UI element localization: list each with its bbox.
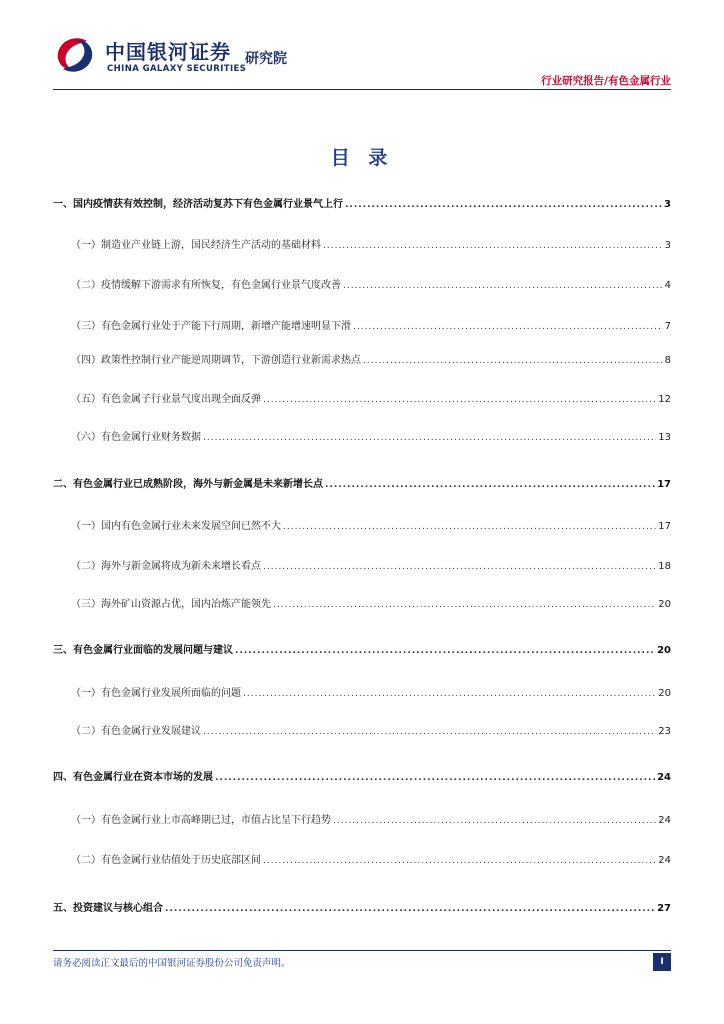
toc-entry-label: （二）有色金属行业估值处于历史底部区间 [71,855,261,866]
toc-dot-leader [363,352,663,370]
toc-dot-leader [353,318,663,336]
toc-entry-label: 三、有色金属行业面临的发展问题与建议 [53,645,233,656]
footer-disclaimer: 请务必阅读正文最后的中国银河证券股份公司免责声明。 [53,958,291,969]
toc-dot-leader [333,812,656,830]
toc-entry-label: 五、投资建议与核心组合 [53,903,163,914]
toc-title: 目 录 [330,147,394,169]
toc-entry-page: 13 [658,432,671,443]
toc-dot-leader [215,769,655,787]
toc-dot-leader [323,237,663,255]
toc-entry-page: 24 [657,772,671,783]
toc-subsection-entry[interactable] [53,518,671,536]
toc-entry-page: 18 [658,561,671,572]
toc-subsection-entry[interactable] [53,277,671,295]
toc-section-entry[interactable] [53,769,671,787]
toc-subsection-entry[interactable] [53,558,671,576]
toc-entry-label: （二）疫情缓解下游需求有所恢复，有色金属行业景气度改善 [71,280,341,291]
toc-dot-leader [263,558,656,576]
toc-section-entry[interactable] [53,196,671,214]
toc-subsection-entry[interactable] [53,391,671,409]
toc-dot-leader [345,196,662,214]
toc-entry-page: 8 [664,355,671,366]
toc-dot-leader [203,723,656,741]
toc-subsection-entry[interactable] [53,596,671,614]
toc-dot-leader [273,596,656,614]
toc-entry-label: （五）有色金属子行业景气度出现全面反弹 [71,394,261,405]
toc-dot-leader [203,429,656,447]
toc-dot-leader [263,852,656,870]
toc-dot-leader [325,476,655,494]
toc-entry-page: 12 [658,394,671,405]
toc-dot-leader [263,391,656,409]
toc-section-entry[interactable] [53,642,671,660]
toc-entry-label: （一）制造业产业链上游，国民经济生产活动的基础材料 [71,240,321,251]
toc-section-entry[interactable] [53,900,671,918]
toc-entry-page: 17 [658,521,671,532]
toc-entry-label: （三）有色金属行业处于产能下行周期，新增产能增速明显下滑 [71,321,351,332]
toc-entry-page: 27 [657,903,671,914]
toc-subsection-entry[interactable] [53,318,671,336]
toc-entry-page: 20 [658,599,671,610]
toc-dot-leader [165,900,655,918]
toc-entry-page: 20 [657,645,671,656]
toc-entry-page: 24 [658,855,671,866]
toc-subsection-entry[interactable] [53,429,671,447]
toc-entry-page: 24 [658,815,671,826]
toc-entry-page: 7 [664,321,671,332]
toc-entry-label: （一）有色金属行业上市高峰期已过，市值占比呈下行趋势 [71,815,331,826]
toc-entry-page: 3 [664,199,671,210]
toc-entry-label: （四）政策性控制行业产能逆周期调节，下游创造行业新需求热点 [71,355,361,366]
institute-label: 研究院 [245,51,287,67]
toc-subsection-entry[interactable] [53,237,671,255]
company-name-cn: 中国银河证券 [105,40,231,64]
toc-entry-label: （一）有色金属行业发展所面临的问题 [71,688,241,699]
company-name-en: CHINA GALAXY SECURITIES [107,64,247,74]
toc-dot-leader [283,518,656,536]
toc-entry-label: 一、国内疫情获有效控制，经济活动复苏下有色金属行业景气上行 [53,199,343,210]
report-category: 行业研究报告/有色金属行业 [541,75,671,87]
toc-entry-label: 二、有色金属行业已成熟阶段，海外与新金属是未来新增长点 [53,479,323,490]
toc-entry-label: 四、有色金属行业在资本市场的发展 [53,772,213,783]
toc-entry-label: （六）有色金属行业财务数据 [71,432,201,443]
toc-entry-page: 3 [664,240,671,251]
toc-entry-page: 17 [657,479,671,490]
page-number: I [653,953,671,971]
toc-entry-label: （二）海外与新金属将成为新未来增长看点 [71,561,261,572]
toc-entry-page: 23 [658,726,671,737]
toc-section-entry[interactable] [53,476,671,494]
toc-subsection-entry[interactable] [53,685,671,703]
galaxy-logo-icon [53,33,97,77]
toc-entry-page: 20 [658,688,671,699]
toc-subsection-entry[interactable] [53,352,671,370]
toc-entry-label: （二）有色金属行业发展建议 [71,726,201,737]
toc-subsection-entry[interactable] [53,852,671,870]
toc-entry-label: （一）国内有色金属行业未来发展空间已然不大 [71,521,281,532]
toc-dot-leader [243,685,656,703]
toc-dot-leader [343,277,663,295]
page-header [0,0,724,95]
header-divider [53,89,671,90]
toc-entry-page: 4 [664,280,671,291]
toc-entry-label: （三）海外矿山资源占优，国内冶炼产能领先 [71,599,271,610]
footer-divider [53,950,671,951]
toc-subsection-entry[interactable] [53,812,671,830]
toc-dot-leader [235,642,655,660]
toc-subsection-entry[interactable] [53,723,671,741]
